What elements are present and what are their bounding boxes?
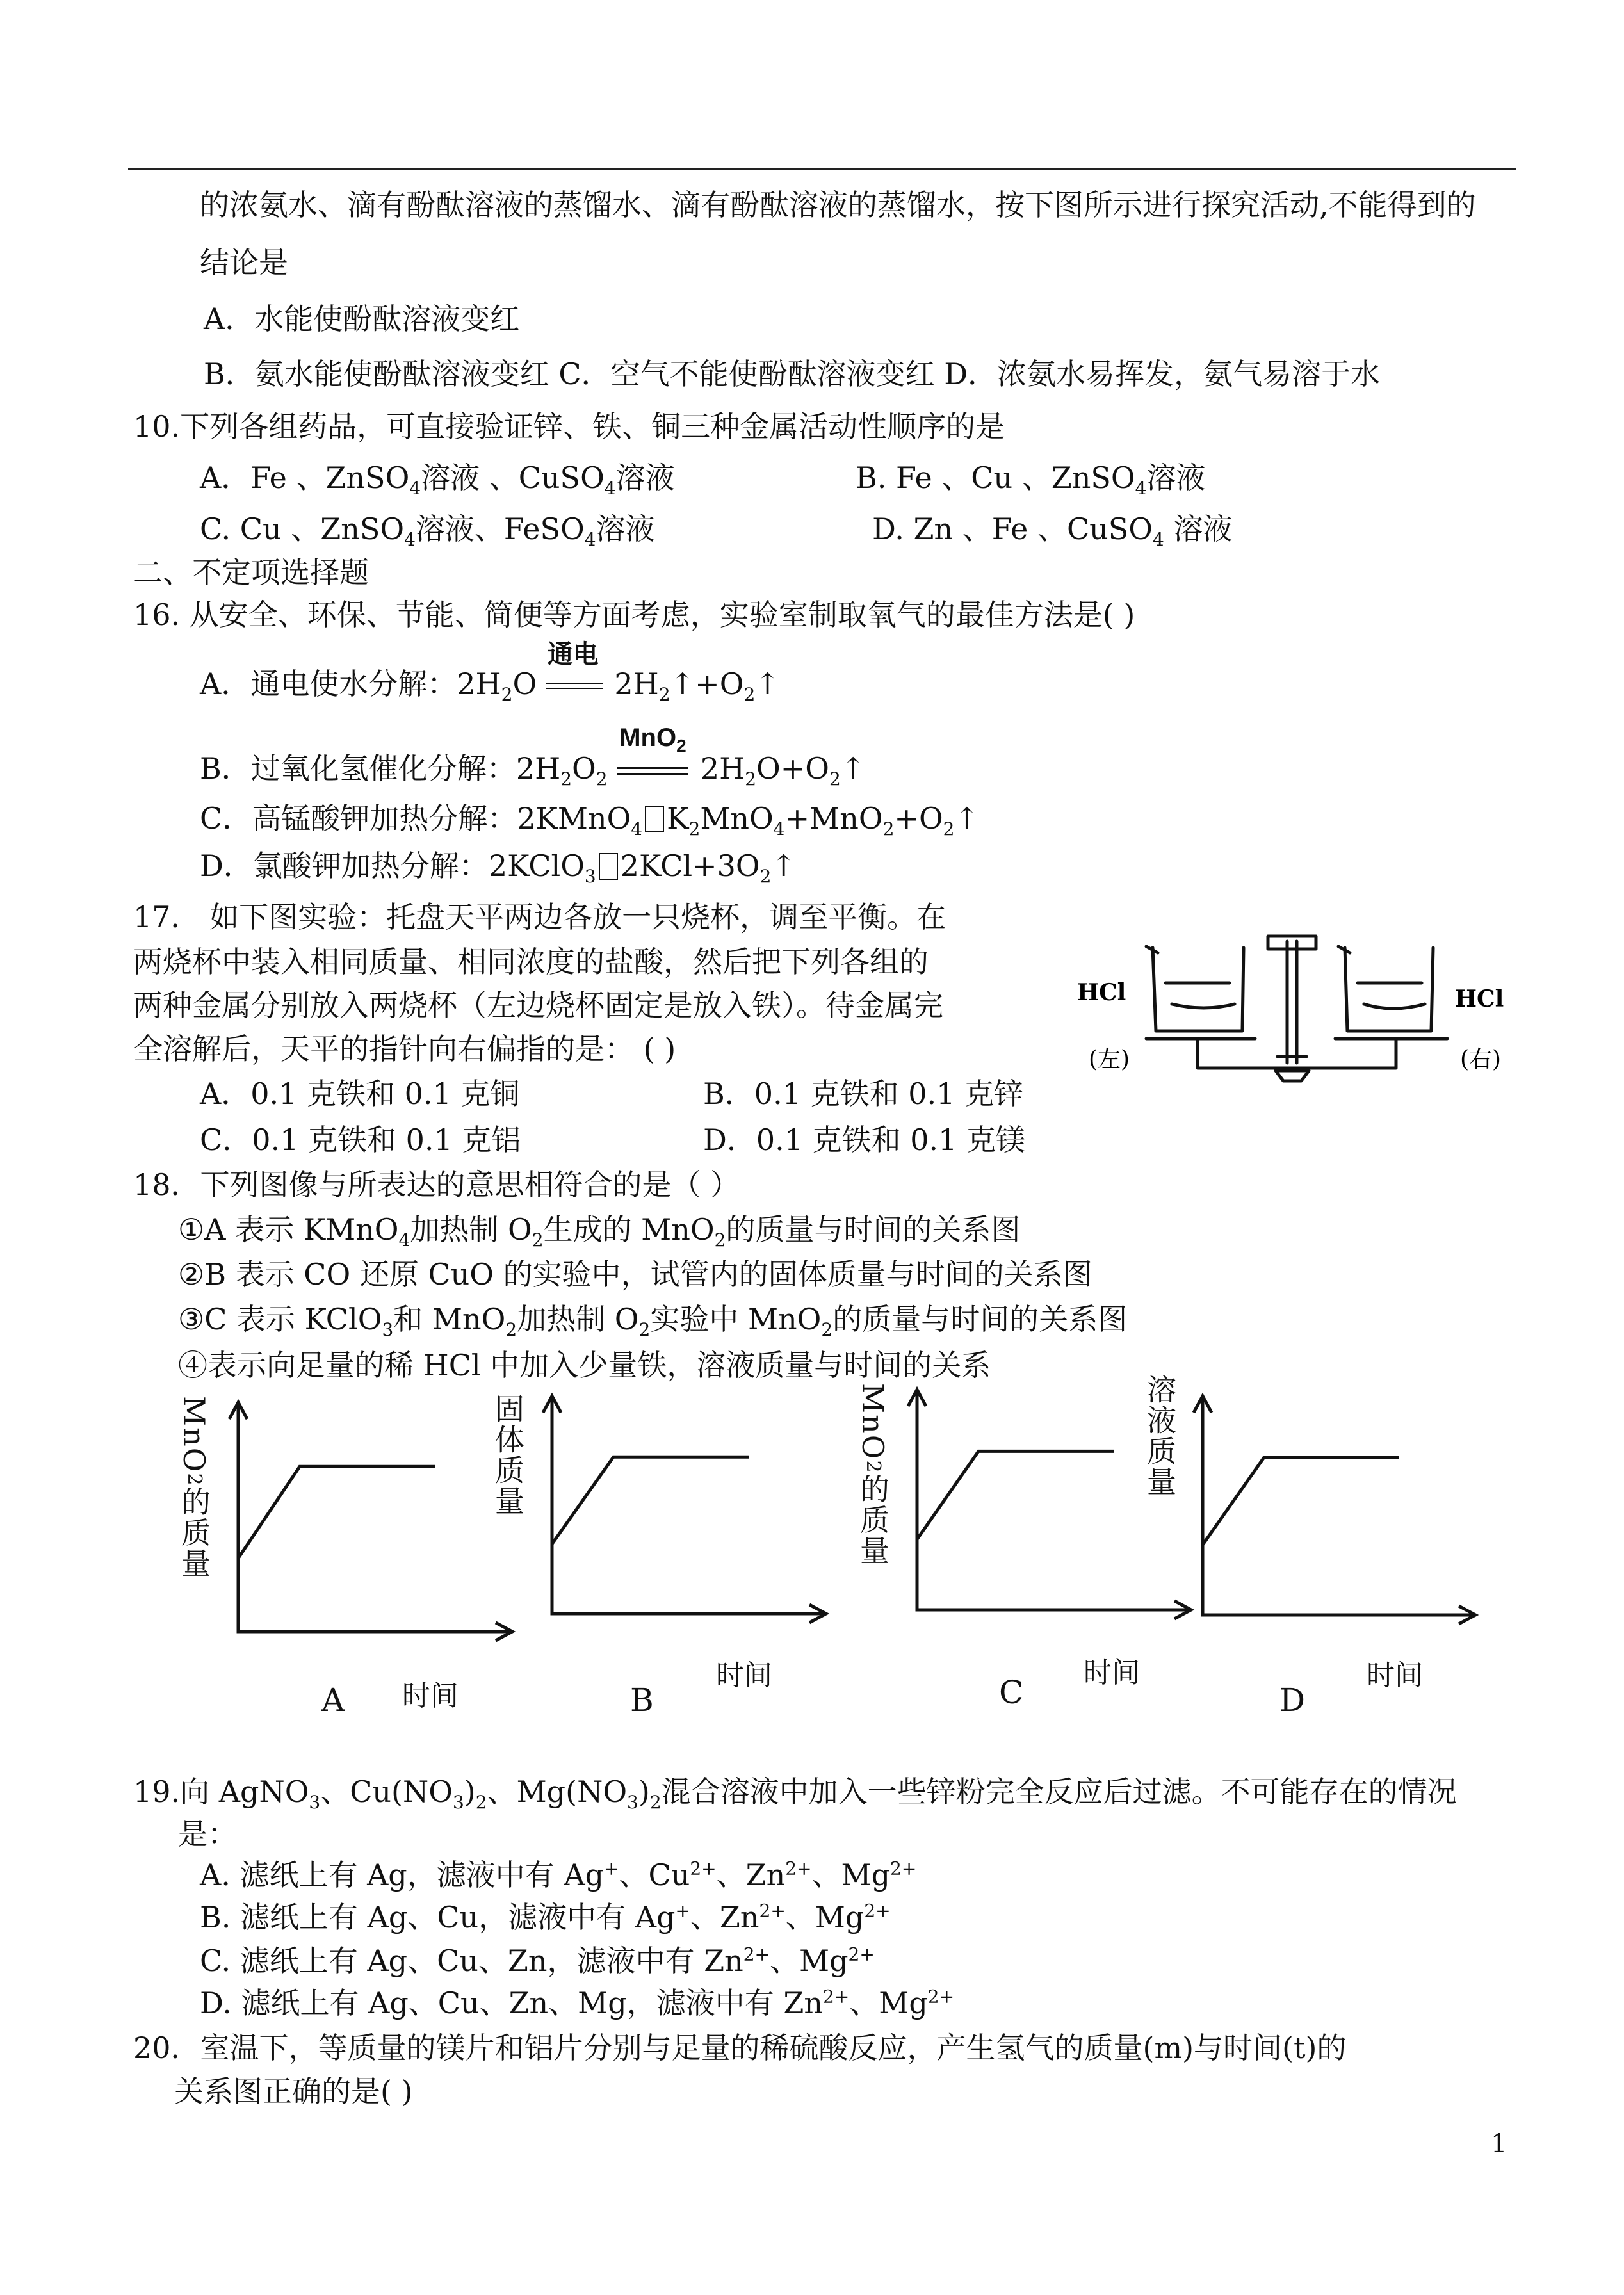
chart-a-ylabel: MnO2的质量 xyxy=(177,1396,211,1579)
chart-a-curve xyxy=(238,1466,435,1558)
q17-line3: 两种金属分别放入两烧杯（左边烧杯固定是放入铁）。待金属完 xyxy=(133,988,943,1023)
page-number: 1 xyxy=(1491,2129,1507,2159)
header-rule xyxy=(128,168,1516,170)
q17-line4: 全溶解后，天平的指针向右偏指的是： ( ) xyxy=(133,1032,676,1066)
chart-b-ylabel: 固体质量 xyxy=(491,1393,525,1516)
chart-d-letter: D xyxy=(1279,1682,1306,1719)
chart-b-curve xyxy=(552,1457,749,1544)
q16-stem: 16. 从安全、环保、节能、简便等方面考虑，实验室制取氧气的最佳方法是( ) xyxy=(133,597,1135,632)
catalyst-label: MnO$_2$ xyxy=(619,724,686,756)
q20-line1: 20．室温下，等质量的镁片和铝片分别与足量的稀硫酸反应，产生氢气的质量(m)与时间(t)的 xyxy=(133,2031,1347,2065)
q9-line2: 结论是 xyxy=(200,245,288,280)
q19-option-c: C. 滤纸上有 Ag、Cu、Zn，滤液中有 $Zn^{2+}$、$Mg^{2+}$ xyxy=(200,1943,875,1978)
q10-option-d: D. Zn 、Fe 、CuSO$_4$ 溶液 xyxy=(872,512,1233,551)
chart-d-ylabel: 溶液质量 xyxy=(1142,1374,1177,1497)
q16-option-b: B．过氧化氢催化分解：$2H_2O_2$ MnO$_2$ $2H_2O+O_2↑$ xyxy=(200,750,865,786)
chart-c-letter: C xyxy=(999,1674,1024,1711)
q19-stem: 19.向 AgNO$_3$、$Cu(NO_3)_2$、$Mg(NO_3)_2$混合溶液中加入一些锌粉完全反应后过滤。不可能存在的情况 xyxy=(133,1774,1457,1813)
chart-a xyxy=(229,1402,512,1641)
chart-b xyxy=(543,1396,826,1623)
q10-option-b: B. Fe 、Cu 、ZnSO$_4$溶液 xyxy=(856,460,1206,499)
chart-a-letter: A xyxy=(321,1682,345,1719)
q19-option-b: B. 滤纸上有 Ag、Cu，滤液中有 Ag+、$Zn^{2+}$、$Mg^{2+}$ xyxy=(200,1900,891,1934)
q18-stem: 18．下列图像与所表达的意思相符合的是（ ） xyxy=(133,1167,740,1202)
q9-options-bcd: B．氨水能使酚酞溶液变红 C．空气不能使酚酞溶液变红 D．浓氨水易挥发，氨气易溶于水 xyxy=(204,357,1381,391)
q9-option-a: A．水能使酚酞溶液变红 xyxy=(204,302,520,336)
q18-statement-4: ④表示向足量的稀 HCl 中加入少量铁，溶液质量与时间的关系 xyxy=(178,1348,991,1383)
q20-line2: 关系图正确的是( ) xyxy=(174,2074,413,2109)
q17-option-a: A．0.1 克铁和 0.1 克铜 xyxy=(200,1076,520,1111)
chart-b-letter: B xyxy=(630,1682,654,1719)
chart-d-axes xyxy=(1203,1396,1475,1615)
right-side-label: (右) xyxy=(1460,1046,1502,1073)
hcl-left-label: HCl xyxy=(1077,979,1126,1006)
q19-option-d: D. 滤纸上有 Ag、Cu、Zn、Mg，滤液中有 $Zn^{2+}$、$Mg^{2+}$ xyxy=(200,1986,955,2020)
q10-option-c: C. Cu 、ZnSO$_4$溶液、FeSO$_4$溶液 xyxy=(200,512,655,551)
q18-statement-2: ②B 表示 CO 还原 CuO 的实验中，试管内的固体质量与时间的关系图 xyxy=(178,1257,1092,1292)
q17-option-d: D．0.1 克铁和 0.1 克镁 xyxy=(703,1123,1026,1157)
chart-c-ylabel: MnO2的质量 xyxy=(856,1383,890,1566)
condition-label: 通电 xyxy=(547,639,599,669)
q16-option-a: A．通电使水分解：$2H_2O$ 通电 $2H_2↑+O_2↑$ xyxy=(200,666,780,702)
chart-a-axes xyxy=(238,1402,512,1632)
chart-d-curve xyxy=(1203,1457,1399,1545)
q17-option-b: B．0.1 克铁和 0.1 克锌 xyxy=(703,1076,1023,1111)
chart-b-xlabel: 时间 xyxy=(716,1659,772,1692)
q10-stem: 10.下列各组药品，可直接验证锌、铁、铜三种金属活动性顺序的是 xyxy=(133,409,1005,444)
q18-statement-1: ①A 表示 KMnO$_4$加热制 $O_2$生成的 MnO$_2$的质量与时间的关系图 xyxy=(178,1212,1021,1251)
q16-option-c: C．高锰酸钾加热分解：2KMnO$_4$ $K_2MnO_4+MnO_2+O_2↑$ xyxy=(200,801,980,840)
q17-option-c: C．0.1 克铁和 0.1 克铝 xyxy=(200,1123,521,1157)
chart-a-xlabel: 时间 xyxy=(402,1680,459,1712)
chart-b-axes xyxy=(552,1396,826,1614)
q19-stem-cont: 是： xyxy=(178,1817,237,1851)
section-heading: 二、不定项选择题 xyxy=(133,555,369,590)
q19-option-a: A. 滤纸上有 Ag，滤液中有 Ag+、$Cu^{2+}$、$Zn^{2+}$、$Mg^{2+}$ xyxy=(200,1858,917,1892)
q10-option-a: A．Fe 、ZnSO$_4$溶液 、CuSO$_4$溶液 xyxy=(200,460,675,499)
q17-line1: 17． 如下图实验：托盘天平两边各放一只烧杯，调至平衡。在 xyxy=(133,900,946,934)
chart-d-xlabel: 时间 xyxy=(1367,1659,1423,1692)
balance-figure xyxy=(1076,922,1524,1089)
q17-line2: 两烧杯中装入相同质量、相同浓度的盐酸，然后把下列各组的 xyxy=(133,945,929,979)
hcl-right-label: HCl xyxy=(1455,985,1504,1012)
chart-c-curve xyxy=(917,1451,1114,1539)
q18-statement-3: ③C 表示 KClO$_3$和 MnO$_2$加热制 $O_2$实验中 MnO$_2$的质量与时间的关系图 xyxy=(178,1302,1128,1341)
chart-c-xlabel: 时间 xyxy=(1084,1657,1140,1689)
q9-line1: 的浓氨水、滴有酚酞溶液的蒸馏水、滴有酚酞溶液的蒸馏水，按下图所示进行探究活动,不能得到的 xyxy=(200,188,1476,222)
q16-option-d: D．氯酸钾加热分解：2KClO$_3$ $2KCl+3O_2↑$ xyxy=(200,848,796,888)
chart-d xyxy=(1194,1396,1475,1624)
left-side-label: (左) xyxy=(1089,1046,1130,1073)
